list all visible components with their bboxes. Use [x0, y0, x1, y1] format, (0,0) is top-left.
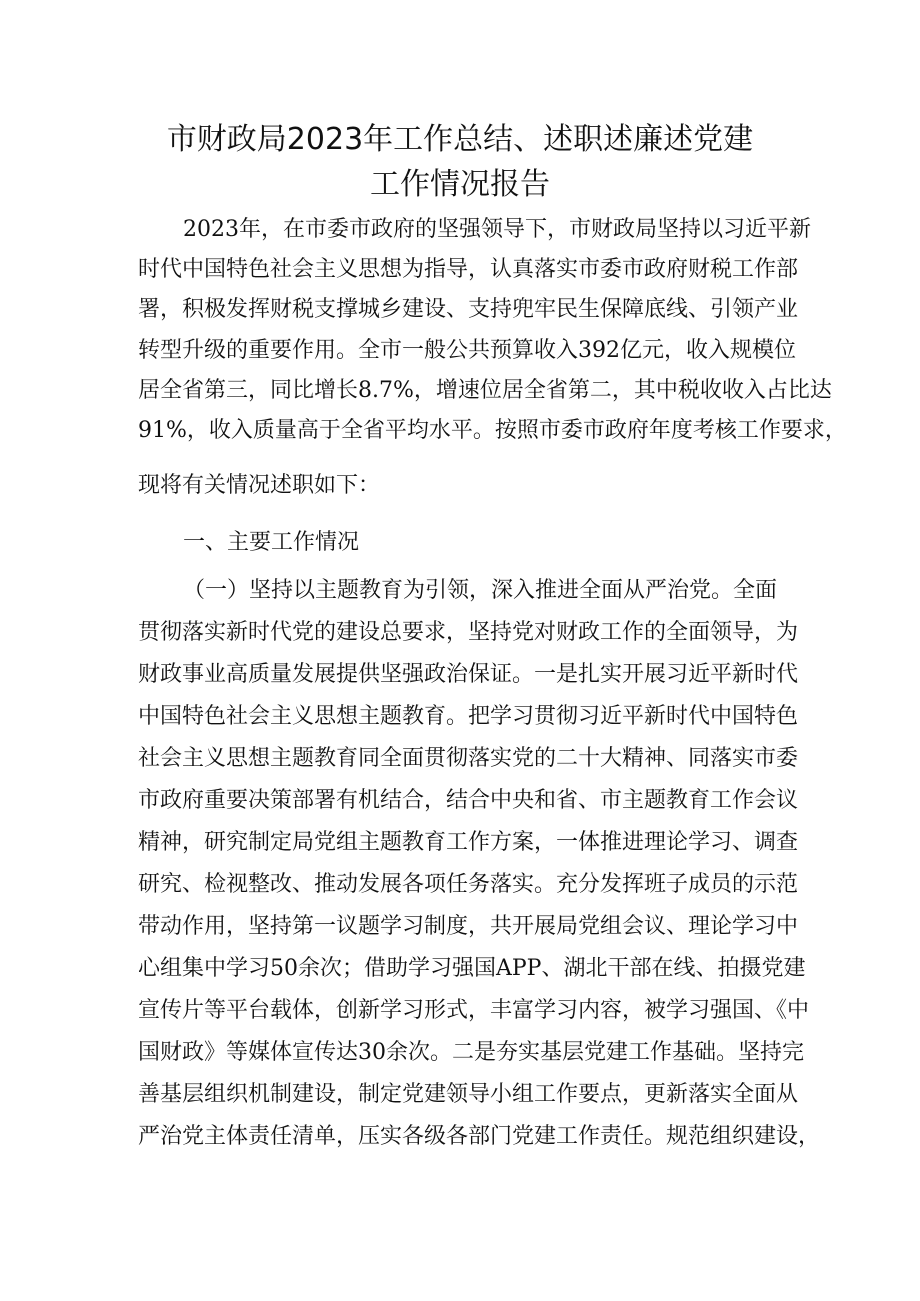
body-line-5: 居全省第三，同比增长8.7%，增速位居全省第二，其中税收收入占比达: [138, 378, 832, 403]
document-title-line-1: 市财政局2023年工作总结、述职述廉述党建: [166, 122, 754, 157]
body-line-10: 贯彻落实新时代党的建设总要求，坚持党对财政工作的全面领导，为: [138, 620, 799, 645]
body-line-2: 时代中国特色社会主义思想为指导，认真落实市委市政府财税工作部: [138, 257, 799, 282]
body-line-13: 社会主义思想主题教育同全面贯彻落实党的二十大精神、同落实市委: [138, 746, 799, 771]
document-title-line-2: 工作情况报告: [370, 167, 550, 202]
section-heading: 一、主要工作情况: [183, 530, 360, 555]
body-line-6: 91%，收入质量高于全省平均水平。按照市委市政府年度考核工作要求，: [138, 418, 847, 443]
body-line-22: 严治党主体责任清单，压实各级各部门党建工作责任。规范组织建设，: [138, 1124, 821, 1149]
body-line-7: 现将有关情况述职如下：: [138, 473, 381, 498]
body-line-11: 财政事业高质量发展提供坚强政治保证。一是扎实开展习近平新时代: [138, 662, 799, 687]
body-line-1: 2023年，在市委市政府的坚强领导下，市财政局坚持以习近平新: [183, 217, 811, 242]
body-line-21: 善基层组织机制建设，制定党建领导小组工作要点，更新落实全面从: [138, 1082, 799, 1107]
body-line-4: 转型升级的重要作用。全市一般公共预算收入392亿元，收入规模位: [138, 338, 796, 363]
body-line-20: 国财政》等媒体宣传达30余次。二是夯实基层党建工作基础。坚持完: [138, 1040, 804, 1065]
body-line-18: 心组集中学习50余次；借助学习强国APP、湖北干部在线、拍摄党建: [138, 956, 806, 981]
body-line-14: 市政府重要决策部署有机结合，结合中央和省、市主题教育工作会议: [138, 788, 799, 813]
body-line-3: 署，积极发挥财税支撑城乡建设、支持兜牢民生保障底线、引领产业: [138, 297, 799, 322]
body-line-16: 研究、检视整改、推动发展各项任务落实。充分发挥班子成员的示范: [138, 872, 799, 897]
body-line-9: （一）坚持以主题教育为引领，深入推进全面从严治党。全面: [183, 578, 778, 603]
body-line-17: 带动作用，坚持第一议题学习制度，共开展局党组会议、理论学习中: [138, 914, 799, 939]
body-line-12: 中国特色社会主义思想主题教育。把学习贯彻习近平新时代中国特色: [138, 704, 799, 729]
body-line-15: 精神，研究制定局党组主题教育工作方案，一体推进理论学习、调查: [138, 830, 799, 855]
body-line-19: 宣传片等平台载体，创新学习形式，丰富学习内容，被学习强国、《中: [138, 998, 810, 1023]
